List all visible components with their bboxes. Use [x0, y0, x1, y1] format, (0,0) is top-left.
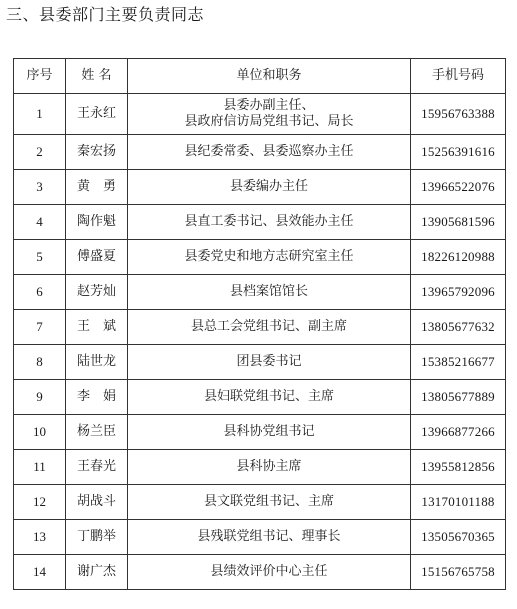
cell-index: 7	[14, 310, 66, 345]
cell-name: 杨兰臣	[66, 415, 128, 450]
cell-name: 黄 勇	[66, 170, 128, 205]
cell-index: 5	[14, 240, 66, 275]
role-line: 县残联党组书记、理事长	[197, 529, 341, 544]
cell-phone: 15256391616	[411, 135, 506, 170]
cell-phone: 13966522076	[411, 170, 506, 205]
cell-index: 11	[14, 450, 66, 485]
role-line: 县委编办主任	[229, 179, 308, 194]
cell-phone: 13966877266	[411, 415, 506, 450]
cell-role	[128, 555, 411, 590]
role-line: 县文联党组书记、主席	[203, 494, 334, 509]
cell-index: 9	[14, 380, 66, 415]
role-line: 县委党史和地方志研究室主任	[184, 249, 354, 264]
role-line: 县绩效评价中心主任	[210, 564, 328, 579]
cell-index: 2	[14, 135, 66, 170]
header-index: 序号	[14, 59, 66, 94]
table-row	[14, 450, 506, 485]
cell-role	[128, 275, 411, 310]
role-line: 县委办副主任、	[223, 98, 315, 113]
table-body	[14, 94, 506, 590]
table-row	[14, 555, 506, 590]
cell-phone: 13505670365	[411, 520, 506, 555]
cell-role	[128, 485, 411, 520]
cell-name: 王永红	[66, 94, 128, 135]
table-row	[14, 94, 506, 135]
cell-phone: 13170101188	[411, 485, 506, 520]
cell-name: 赵芳灿	[66, 275, 128, 310]
cell-role	[128, 170, 411, 205]
role-line: 县科协主席	[236, 459, 302, 474]
role-line: 县政府信访局党组书记、局长	[184, 114, 354, 129]
cell-role	[128, 205, 411, 240]
table-row	[14, 170, 506, 205]
table-row	[14, 415, 506, 450]
cell-role	[128, 520, 411, 555]
table-row	[14, 205, 506, 240]
role-line: 县妇联党组书记、主席	[203, 389, 334, 404]
table-header-row	[14, 59, 506, 94]
cell-role	[128, 240, 411, 275]
cell-name: 王 斌	[66, 310, 128, 345]
cell-role	[128, 450, 411, 485]
cell-name: 秦宏扬	[66, 135, 128, 170]
cell-role	[128, 415, 411, 450]
cell-index: 8	[14, 345, 66, 380]
cell-role	[128, 310, 411, 345]
table-row	[14, 310, 506, 345]
cell-name: 陆世龙	[66, 345, 128, 380]
table-row	[14, 485, 506, 520]
cell-role	[128, 380, 411, 415]
table-row	[14, 345, 506, 380]
role-line: 县总工会党组书记、副主席	[190, 319, 347, 334]
cell-name: 李 娟	[66, 380, 128, 415]
cell-role	[128, 345, 411, 380]
cell-index: 10	[14, 415, 66, 450]
cell-phone: 15156765758	[411, 555, 506, 590]
cell-name: 陶作魁	[66, 205, 128, 240]
role-line: 县档案馆馆长	[229, 284, 308, 299]
cell-name: 谢广杰	[66, 555, 128, 590]
table-row	[14, 275, 506, 310]
cell-phone: 15385216677	[411, 345, 506, 380]
cell-index: 6	[14, 275, 66, 310]
staff-directory-table	[13, 58, 506, 590]
table-row	[14, 520, 506, 555]
table-row	[14, 240, 506, 275]
role-line: 县纪委常委、县委巡察办主任	[184, 144, 354, 159]
cell-phone: 13955812856	[411, 450, 506, 485]
header-name: 姓 名	[66, 59, 128, 94]
cell-phone: 13805677889	[411, 380, 506, 415]
cell-phone: 13805677632	[411, 310, 506, 345]
table-row	[14, 380, 506, 415]
cell-index: 14	[14, 555, 66, 590]
cell-index: 3	[14, 170, 66, 205]
cell-name: 傅盛夏	[66, 240, 128, 275]
header-role: 单位和职务	[128, 59, 411, 94]
cell-index: 4	[14, 205, 66, 240]
cell-name: 丁鹏举	[66, 520, 128, 555]
table-row	[14, 135, 506, 170]
cell-phone: 18226120988	[411, 240, 506, 275]
cell-phone: 13905681596	[411, 205, 506, 240]
section-title: 三、县委部门主要负责同志	[6, 5, 205, 24]
header-phone: 手机号码	[411, 59, 506, 94]
cell-phone: 15956763388	[411, 94, 506, 135]
cell-index: 13	[14, 520, 66, 555]
cell-name: 王春光	[66, 450, 128, 485]
cell-role	[128, 94, 411, 135]
cell-role	[128, 135, 411, 170]
cell-index: 1	[14, 94, 66, 135]
cell-name: 胡战斗	[66, 485, 128, 520]
role-line: 县科协党组书记	[223, 424, 315, 439]
role-line: 团县委书记	[236, 354, 302, 369]
cell-index: 12	[14, 485, 66, 520]
cell-phone: 13965792096	[411, 275, 506, 310]
role-line: 县直工委书记、县效能办主任	[184, 214, 354, 229]
